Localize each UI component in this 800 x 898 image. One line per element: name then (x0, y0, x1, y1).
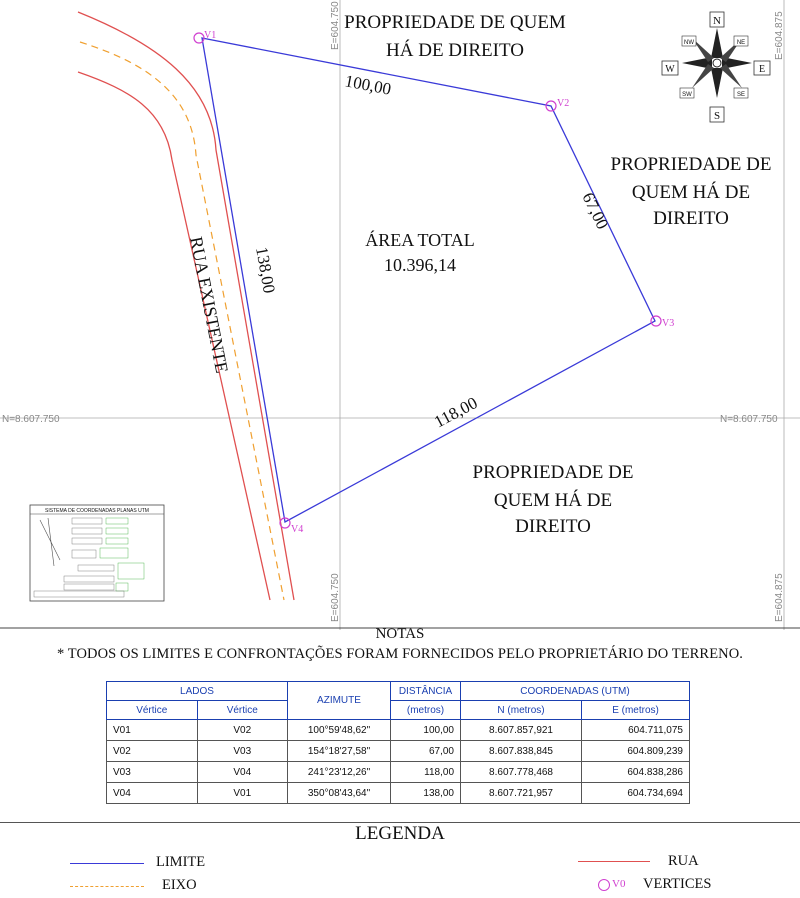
legend-eixo-line (70, 886, 144, 887)
grid-label-n-right: N=8.607.750 (720, 414, 778, 425)
vertex-v3-label: V3 (662, 318, 675, 329)
header-vertice-a: Vértice (107, 701, 198, 720)
cell-azimute: 100°59'48,62" (288, 720, 391, 741)
grid-label-e-bottom-right: E=604.875 (774, 573, 785, 622)
side-length-v4-v1: 138,00 (252, 245, 279, 295)
header-coordenadas: COORDENADAS (UTM) (461, 682, 690, 701)
grid-label-e-bottom-left: E=604.750 (330, 573, 341, 622)
legend-rua-line (578, 861, 650, 862)
cell-from: V04 (107, 783, 198, 804)
compass-se: SE (736, 92, 746, 98)
property-bottom-line1: PROPRIEDADE DE (472, 462, 634, 483)
cell-from: V02 (107, 741, 198, 762)
compass-rose-icon (662, 12, 770, 122)
property-bottom-line2: QUEM HÁ DE (493, 490, 613, 511)
legend-v0-label: V0 (612, 878, 626, 890)
area-label: ÁREA TOTAL (365, 230, 475, 250)
cell-from: V03 (107, 762, 198, 783)
cell-e: 604.711,075 (582, 720, 690, 741)
cell-azimute: 241°23'12,26" (288, 762, 391, 783)
vertex-v3-marker (651, 316, 661, 326)
notes-title: NOTAS (375, 626, 425, 642)
vertex-v2-label: V2 (557, 98, 570, 109)
vertex-v1-label: V1 (204, 30, 217, 41)
property-top-line2: HÁ DE DIREITO (386, 40, 524, 61)
cell-distancia: 100,00 (391, 720, 461, 741)
property-bottom-line3: DIREITO (515, 516, 591, 537)
table-row (107, 741, 690, 762)
cell-n: 8.607.838,845 (461, 741, 582, 762)
compass-e: E (758, 64, 766, 75)
cell-from: V01 (107, 720, 198, 741)
header-distancia: DISTÂNCIA (391, 682, 461, 701)
cell-distancia: 118,00 (391, 762, 461, 783)
header-azimute: AZIMUTE (288, 682, 391, 720)
table-row (107, 762, 690, 783)
cell-to: V01 (197, 783, 288, 804)
compass-sw: SW (682, 92, 692, 98)
header-n-metros: N (metros) (461, 701, 582, 720)
side-length-v1-v2: 100,00 (343, 71, 393, 99)
utm-inset-title: SISTEMA DE COORDENADAS PLANAS UTM (45, 508, 149, 514)
header-metros: (metros) (391, 701, 461, 720)
side-length-v3-v4: 118,00 (430, 393, 481, 432)
cell-distancia: 138,00 (391, 783, 461, 804)
cell-to: V02 (197, 720, 288, 741)
property-right-line3: DIREITO (653, 208, 729, 229)
header-e-metros: E (metros) (582, 701, 690, 720)
cell-to: V03 (197, 741, 288, 762)
table-row (107, 720, 690, 741)
grid-label-e-top-right: E=604.875 (774, 11, 785, 60)
header-vertice-b: Vértice (197, 701, 288, 720)
area-value: 10.396,14 (384, 255, 456, 275)
compass-n: N (713, 15, 721, 27)
table-row (107, 783, 690, 804)
cell-e: 604.809,239 (582, 741, 690, 762)
cell-n: 8.607.857,921 (461, 720, 582, 741)
notes-text: * TODOS OS LIMITES E CONFRONTAÇÕES FORAM FORNECIDOS PELO PROPRIETÁRIO DO TERRENO. (56, 646, 744, 662)
legend-limite-label: LIMITE (156, 854, 206, 870)
coordinates-table (106, 681, 690, 804)
cell-e: 604.838,286 (582, 762, 690, 783)
legend-title: LEGENDA (355, 823, 445, 844)
property-right-line1: PROPRIEDADE DE (610, 154, 772, 175)
compass-ne: NE (736, 40, 746, 46)
cell-azimute: 154°18'27,58" (288, 741, 391, 762)
side-length-v2-v3: 67,00 (578, 189, 613, 233)
legend-vertex-icon (598, 879, 610, 891)
property-right-line2: QUEM HÁ DE (631, 182, 751, 203)
compass-w: W (665, 64, 675, 75)
cell-distancia: 67,00 (391, 741, 461, 762)
legend-limite-line (70, 863, 144, 864)
legend-eixo-label: EIXO (162, 877, 197, 893)
header-lados: LADOS (107, 682, 288, 701)
compass-s: S (713, 110, 721, 122)
street-name: RUA EXISTENTE (186, 234, 233, 375)
cell-e: 604.734,694 (582, 783, 690, 804)
legend-rua-label: RUA (668, 853, 699, 869)
property-top-line1: PROPRIEDADE DE QUEM (344, 12, 566, 33)
grid-label-n-left: N=8.607.750 (2, 414, 60, 425)
utm-inset-diagram (30, 505, 164, 601)
vertex-v4-label: V4 (291, 524, 304, 535)
cell-n: 8.607.721,957 (461, 783, 582, 804)
legend-vertices-label: VERTICES (643, 876, 712, 892)
cell-to: V04 (197, 762, 288, 783)
grid-label-e-top-left: E=604.750 (330, 1, 341, 50)
compass-nw: NW (684, 40, 694, 46)
cell-azimute: 350°08'43,64" (288, 783, 391, 804)
cell-n: 8.607.778,468 (461, 762, 582, 783)
